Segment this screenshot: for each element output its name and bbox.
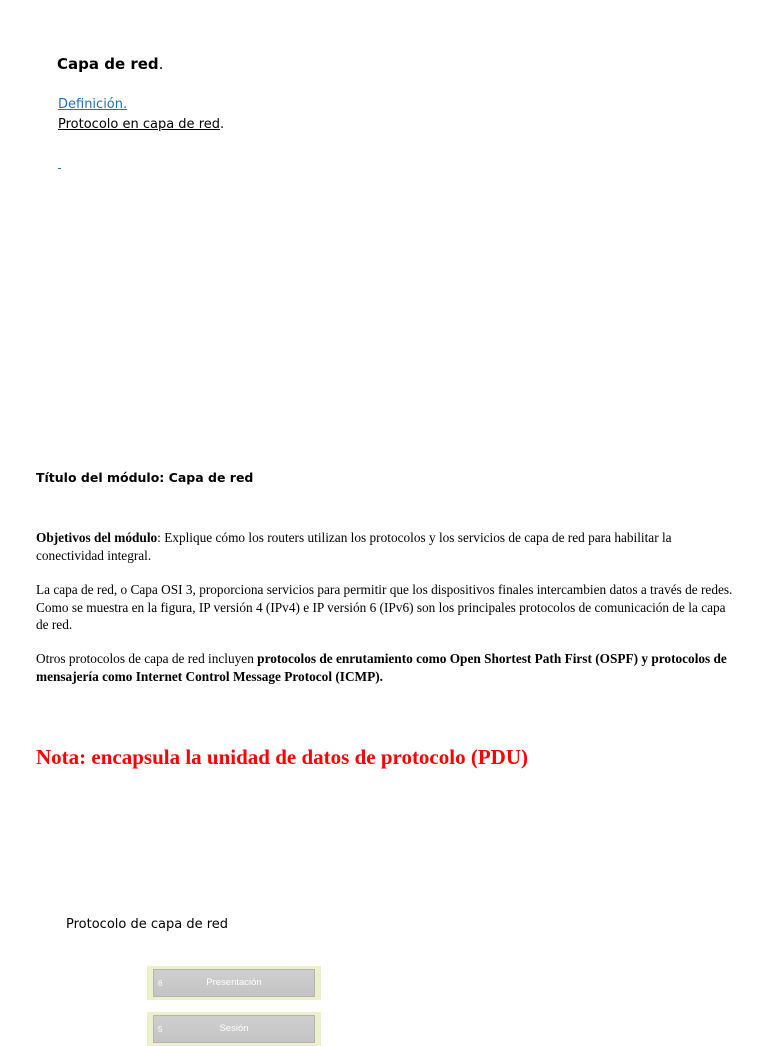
objectives-paragraph <box>36 529 736 564</box>
otros-prefix: Otros protocolos de capa de red incluyen <box>36 651 258 666</box>
document-title-suffix: . <box>158 55 164 73</box>
osi-layer-sesion <box>147 1012 321 1046</box>
osi-layer-bar <box>153 1015 315 1043</box>
osi-layer-name: Presentación <box>206 977 262 988</box>
capa-de-red-paragraph: La capa de red, o Capa OSI 3, proporciona servicios para permitir que los dispositivos finales intercambien datos a través de redes. Como se muestra en la figura, IP versión 4 (IPv4) e IP versión 6 (IPv6) son los principales protocolos de comunicación de la capa de red. <box>36 582 733 632</box>
module-title: Título del módulo: Capa de red <box>36 470 254 485</box>
otros-bold: protocolos de enrutamiento como Open Shortest Path First (OSPF) y protocolos de mensajería como Internet Control Message Protocol (ICMP). <box>36 651 727 684</box>
objectives-text: : Explique cómo los routers utilizan los protocolos y los servicios de capa de red para habilitar la conectividad integral. <box>36 530 672 563</box>
osi-layer-number: 6 <box>158 979 163 988</box>
document-title <box>57 55 163 73</box>
osi-layer-number: 5 <box>158 1025 163 1034</box>
osi-layer-bar <box>153 969 315 997</box>
document-title-text: Capa de red <box>57 55 159 73</box>
objectives-label: Objetivos del módulo <box>36 530 158 545</box>
empty-link[interactable] <box>58 156 61 169</box>
osi-layer-name: Sesión <box>219 1023 249 1034</box>
figure-caption: Protocolo de capa de red <box>66 917 229 932</box>
link-protocolo-label[interactable]: Protocolo en capa de red <box>58 117 220 132</box>
link-definicion[interactable]: Definición. <box>58 97 128 112</box>
link-protocolo-capa-red[interactable] <box>58 117 224 132</box>
osi-layer-presentacion <box>147 966 321 1000</box>
otros-protocolos-paragraph <box>36 650 736 685</box>
note-text: Nota: encapsula la unidad de datos de protocolo (PDU) <box>36 745 528 769</box>
link-protocolo-suffix: . <box>220 117 225 132</box>
